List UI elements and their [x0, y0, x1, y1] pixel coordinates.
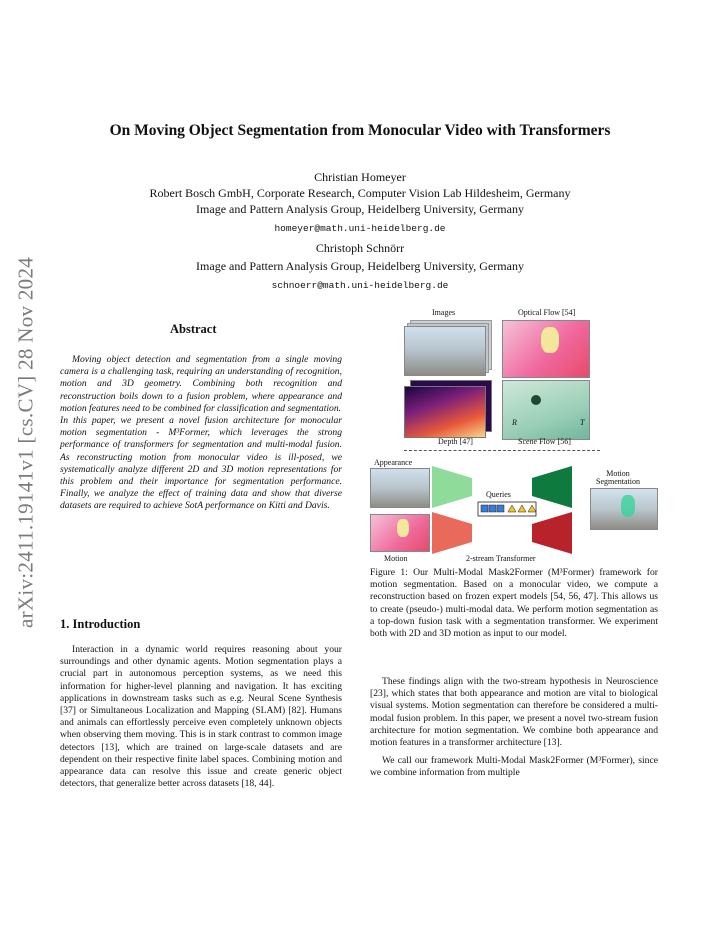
intro-column-left — [60, 644, 342, 790]
intro-paragraph-1: Interaction in a dynamic world requires reasoning about your surroundings and other dynamic agents. Motion segmentation plays a crucial part in autonomous perception systems, as we need this information for higher-level planning and navigation. It has exciting applications in downstream tasks such as e.g. Neural Scene Synthesis [37] or Simultaneous Localization and Mapping (SLAM) [82]. Humans and animals can effortlessly perceive even completely unknown objects when observing them moving. This is in stark contrast to common image detectors [13], which are trained on large-scale datasets and are dependent on their respective finite label spaces. Combining motion and appearance data can resolve this issue and create generic object detectors, that generalize better across datasets [18, 44]. — [60, 644, 342, 790]
optical-flow-image — [502, 320, 590, 378]
author-affiliation-2a: Image and Pattern Analysis Group, Heidelberg University, Germany — [196, 259, 524, 273]
right-paragraph-2: We call our framework Multi-Modal Mask2Former (M³Former), since we combine information from multiple — [370, 755, 658, 779]
abstract-paragraph-1: Moving object detection and segmentation from a single moving camera is a challenging task, requiring an understanding of recognition, motion and 3D geometry. Combining both recognition and reconstruction boils down to a fusion problem, where appearance and motion features need to be combined for classification and segmentation. — [60, 354, 342, 414]
section-heading-introduction: 1. Introduction — [60, 617, 141, 631]
fig-label-appearance: Appearance — [374, 458, 413, 467]
fig-label-T: T — [580, 418, 585, 427]
images-stack — [404, 320, 492, 376]
figure-1 — [370, 308, 660, 566]
fig-label-motion-segmentation: Motion Segmentation — [596, 469, 640, 486]
motion-segmentation-output-image — [590, 488, 658, 530]
author-name-1: Christian Homeyer — [314, 170, 406, 184]
depth-stack — [404, 380, 492, 438]
author-name-2: Christoph Schnörr — [315, 241, 405, 255]
fig-label-R: R — [512, 418, 517, 427]
intro-column-right — [370, 676, 658, 780]
fig-label-depth: Depth [47] — [438, 437, 473, 446]
paper-title: On Moving Object Segmentation from Monocular Video with Transformers — [109, 122, 611, 139]
abstract-body — [60, 354, 342, 513]
fig-label-motion: Motion — [384, 554, 408, 563]
author-affiliation-1a: Robert Bosch GmbH, Corporate Research, Computer Vision Lab Hildesheim, Germany — [149, 186, 571, 200]
fig-label-scene-flow: Scene Flow [56] — [518, 437, 571, 446]
appearance-decoder-shape — [532, 466, 572, 508]
author-email-2[interactable]: schnoerr@math.uni-heidelberg.de — [271, 280, 449, 291]
fig-label-images: Images — [432, 308, 456, 317]
author-email-1[interactable]: homeyer@math.uni-heidelberg.de — [274, 223, 446, 234]
figure-1-caption: Figure 1: Our Multi-Modal Mask2Former (M³Former) framework for motion segmentation. Based on a monocular video, we compute a reconstruction based on frozen expert models [54, 56, 47]. This allows us to create (pseudo-) multi-modal data. We perform motion segmentation as a top-down fusion task with a segmentation transformer. We experiment both with 2D and 3D motion as input to our model. — [370, 567, 658, 640]
author-affiliation-1b: Image and Pattern Analysis Group, Heidelberg University, Germany — [196, 202, 524, 216]
figure-divider — [404, 450, 600, 451]
fig-label-queries: Queries — [486, 490, 511, 499]
transformer-diagram — [432, 464, 582, 556]
motion-encoder-shape — [432, 512, 472, 554]
arxiv-stamp: arXiv:2411.19141v1 [cs.CV] 28 Nov 2024 — [13, 256, 38, 629]
fig-label-optical-flow: Optical Flow [54] — [518, 308, 576, 317]
appearance-encoder-shape — [432, 466, 472, 508]
abstract-paragraph-2: In this paper, we present a novel fusion architecture for monocular motion segmentation - M³Former, which leverages the strong performance of transformers for segmentation and multi-modal fusion. As reconstructing motion from monocular video is ill-posed, we systematically analyze different 2D and 3D motion representations for this problem and their importance for segmentation performance. Finally, we analyze the effect of training data and show that diverse datasets are required to achieve SotA performance on Kitti and Davis. — [60, 415, 342, 512]
motion-input-image — [370, 514, 430, 552]
fig-label-transformer: 2-stream Transformer — [466, 554, 536, 563]
motion-decoder-shape — [532, 512, 572, 554]
appearance-input-image — [370, 468, 430, 508]
scene-flow-image — [502, 380, 590, 440]
abstract-heading: Abstract — [170, 322, 217, 336]
right-paragraph-1: These findings align with the two-stream hypothesis in Neuroscience [23], which states that both appearance and motion are vital to biological visual systems. Motion segmentation can therefore be considered a multi-modal fusion problem. In this paper, we present a novel two-stream fusion architecture for motion segmentation. We combine both appearance and motion features in a transformer architecture [13]. — [370, 676, 658, 749]
